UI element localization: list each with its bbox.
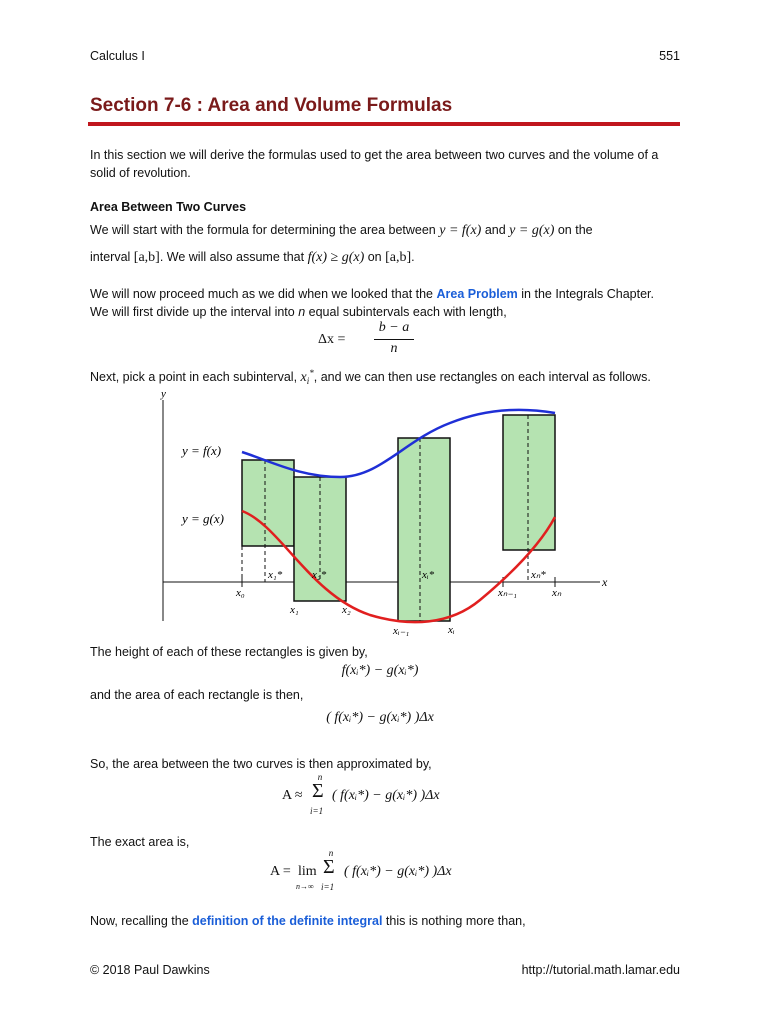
inequality: f(x) ≥ g(x) bbox=[307, 250, 365, 265]
text: Now, recalling the bbox=[90, 914, 189, 928]
approx-body: ( f(xᵢ*) − g(xᵢ*) )Δx bbox=[332, 788, 440, 803]
sigma-top: n bbox=[317, 772, 323, 782]
page-number: 551 bbox=[659, 49, 680, 63]
text: , and we can then use rectangles on each interval as follows. bbox=[313, 370, 651, 384]
text: on bbox=[367, 250, 382, 264]
definite-integral-link[interactable]: definition of the definite integral bbox=[192, 914, 383, 928]
sigma-bottom: i=1 bbox=[310, 806, 324, 816]
text: equal subintervals each with length, bbox=[308, 305, 507, 319]
title-rule bbox=[88, 122, 680, 126]
subheading: Area Between Two Curves bbox=[90, 200, 247, 214]
sigma-top: n bbox=[328, 848, 334, 858]
sigma-bottom: i=1 bbox=[321, 882, 335, 892]
f-equation: y = f(x) bbox=[439, 223, 482, 238]
text: on the bbox=[557, 223, 593, 237]
approx-formula bbox=[282, 772, 542, 816]
fraction-bar bbox=[374, 339, 414, 340]
text: and bbox=[484, 223, 506, 237]
text: We will now proceed much as we did when we looked that the bbox=[90, 287, 434, 301]
tick-label-xn: xₙ bbox=[552, 587, 562, 599]
interval: [a,b] bbox=[385, 250, 412, 265]
paragraph-area-each: and the area of each rectangle is then, bbox=[90, 688, 304, 702]
xi-star: $x_i^*$ bbox=[300, 368, 314, 386]
star-label-2: x₂* bbox=[312, 569, 327, 581]
tick-label-x0: x₀ bbox=[236, 587, 245, 599]
text: in the Integrals Chapter. bbox=[521, 287, 654, 301]
delta-x-formula bbox=[318, 320, 438, 360]
star-label-1: x₁* bbox=[268, 569, 283, 581]
rectangle-i bbox=[398, 438, 450, 621]
text: We will start with the formula for determining the area between bbox=[90, 223, 436, 237]
running-header: Calculus I bbox=[90, 49, 145, 63]
paragraph-approx: So, the area between the two curves is then approximated by, bbox=[90, 757, 432, 771]
lim: lim bbox=[298, 864, 317, 879]
tick-label-xi-1: xᵢ₋₁ bbox=[393, 625, 410, 637]
area-rectangles-figure bbox=[150, 385, 620, 640]
g-curve-label: y = g(x) bbox=[182, 511, 224, 526]
y-axis-label: y bbox=[161, 388, 166, 400]
text: this is nothing more than, bbox=[385, 914, 526, 928]
tick-label-xi: xᵢ bbox=[448, 624, 455, 636]
text: Next, pick a point in each subinterval, bbox=[90, 370, 298, 384]
footer-url[interactable]: http://tutorial.math.lamar.edu bbox=[521, 963, 680, 977]
paragraph-exact: The exact area is, bbox=[90, 835, 190, 849]
tick-label-x1: x₁ bbox=[290, 604, 299, 616]
approx-lhs: A ≈ bbox=[282, 788, 303, 803]
rectangle-1 bbox=[242, 460, 294, 546]
text: We will first divide up the interval into bbox=[90, 305, 295, 319]
f-curve-label: y = f(x) bbox=[182, 443, 222, 458]
tick-label-xn-1: xₙ₋₁ bbox=[498, 587, 517, 599]
text: . We will also assume that bbox=[159, 250, 305, 264]
text: interval bbox=[90, 250, 131, 264]
delta-x-denominator: n bbox=[390, 341, 398, 356]
x-axis-label: x bbox=[602, 575, 608, 589]
xi-base: x bbox=[300, 370, 307, 385]
exact-formula bbox=[270, 848, 550, 892]
paragraph-height: The height of each of these rectangles is given by, bbox=[90, 645, 368, 659]
rect-area-formula: ( f(xᵢ*) − g(xᵢ*) )Δx bbox=[326, 710, 434, 725]
delta-x-numerator: b − a bbox=[378, 320, 410, 335]
text: . bbox=[411, 250, 415, 264]
area-problem-link[interactable]: Area Problem bbox=[436, 287, 518, 301]
height-formula: f(xᵢ*) − g(xᵢ*) bbox=[341, 663, 419, 678]
section-title: Section 7-6 : Area and Volume Formulas bbox=[90, 95, 453, 116]
star-label-n: xₙ* bbox=[531, 569, 546, 581]
exact-lhs: A = bbox=[270, 864, 291, 879]
paragraph-area-formula bbox=[90, 217, 682, 271]
paragraph-definition bbox=[90, 912, 682, 930]
paragraph-area-problem bbox=[90, 285, 682, 321]
intro-paragraph: In this section we will derive the formulas used to get the area between two curves and the volume of a solid of revolution. bbox=[90, 148, 659, 180]
star-label-i: xᵢ* bbox=[422, 569, 435, 581]
g-equation: y = g(x) bbox=[509, 223, 555, 238]
sigma: Σ bbox=[312, 780, 324, 802]
n-variable: n bbox=[298, 305, 306, 319]
lim-sub: n→∞ bbox=[296, 882, 314, 891]
tick-label-x2: x₂ bbox=[342, 604, 351, 616]
delta-x-lhs: Δx = bbox=[318, 332, 346, 347]
exact-body: ( f(xᵢ*) − g(xᵢ*) )Δx bbox=[344, 864, 452, 879]
footer-copyright: © 2018 Paul Dawkins bbox=[90, 963, 210, 977]
sigma: Σ bbox=[323, 856, 335, 878]
interval: [a,b] bbox=[133, 250, 160, 265]
